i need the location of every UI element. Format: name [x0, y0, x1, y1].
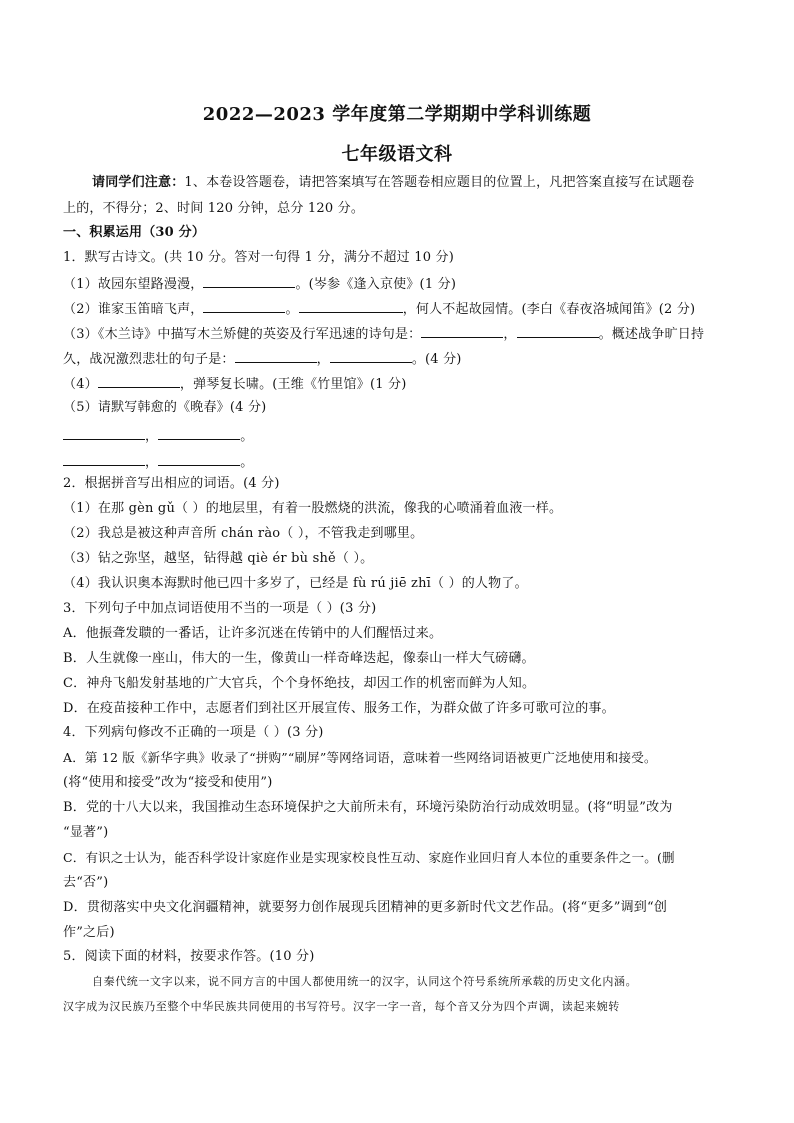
- q1-item-5: （5）请默写韩愈的《晚春》(4 分): [63, 400, 267, 415]
- answer-blank: [158, 426, 240, 440]
- q4-stem: 4．下列病句修改不正确的一项是（ ）(3 分): [63, 725, 324, 740]
- q4-option-a: A．第 12 版《新华字典》收录了“拼购”“刷屏”等网络词语，意味着一些网络词语被更广泛地使用和接受。: [63, 750, 657, 765]
- q1-item-3: [63, 324, 736, 344]
- notice-text-1: 1、本卷设答题卷，请把答案填写在答题卷相应题目的位置上，凡把答案直接写在试题卷: [184, 175, 695, 190]
- answer-blank: [330, 349, 412, 363]
- q4-option-c: C．有识之士认为，能否科学设计家庭作业是实现家校良性互动、家庭作业回归育人本位的重要条件之一。(删: [63, 850, 675, 865]
- q5-stem: 5．阅读下面的材料，按要求作答。(10 分): [63, 949, 315, 964]
- q2-stem: 2．根据拼音写出相应的词语。(4 分): [63, 476, 280, 491]
- q4-option-a-cont: (将“使用和接受”改为“接受和使用”): [63, 775, 273, 790]
- q4-option-d: D．贯彻落实中央文化润疆精神，就要努力创作展现兵团精神的更多新时代文艺作品。(将“更多”调到“创: [63, 900, 668, 915]
- q1-item-4: [63, 374, 736, 394]
- q1-item-3-text-d: 久，战况激烈悲壮的句子是：: [63, 352, 235, 367]
- q5-passage-line-1: 自秦代统一文字以来，说不同方言的中国人都使用统一的汉字，认同这个符号系统所承载的历史文化内涵。: [92, 975, 638, 988]
- answer-blank: [63, 452, 145, 466]
- q1-item-3-cont: [63, 349, 736, 369]
- q1-item-1: [63, 274, 736, 294]
- answer-blank: [517, 324, 599, 338]
- page-subtitle: 七年级语文科: [341, 144, 453, 165]
- answer-blank: [158, 452, 240, 466]
- q1-item-2-text-c: ，何人不起故园情。(李白《春夜洛城闻笛》(2 分): [402, 302, 696, 317]
- page-title: 2022—2023 学年度第二学期期中学科训练题: [202, 104, 592, 125]
- q4-option-c-cont: 去“否”): [63, 875, 109, 890]
- q1-item-3-text-f: 。(4 分): [411, 352, 462, 367]
- q2-item-4: （4）我认识奥本海默时他已四十多岁了，已经是 fù rú jiē zhī（ ）的人物了。: [63, 576, 528, 591]
- q5-passage-line-2: 汉字成为汉民族乃至整个中华民族共同使用的书写符号。汉字一字一音，每个音又分为四个声调，读起来婉转: [63, 1000, 620, 1013]
- q1-item-3-text-c: 。概述战争旷日持: [598, 327, 705, 342]
- punct-comma: ，: [145, 429, 159, 444]
- q4-option-b-cont: “显著”): [63, 825, 109, 840]
- q2-item-2: （2）我总是被这种声音所 chán rào（ ），不管我走到哪里。: [63, 526, 424, 541]
- q1-item-5-blanks-1: [63, 426, 736, 446]
- answer-blank: [299, 299, 403, 313]
- punct-period: 。: [240, 455, 254, 470]
- q1-item-3-text-b: ，: [503, 327, 517, 342]
- answer-blank: [203, 299, 285, 313]
- q4-option-d-cont: 作”之后): [63, 925, 115, 940]
- notice-lead: 请同学们注意：: [92, 175, 185, 190]
- q1-item-4-text-a: （4）: [63, 377, 98, 392]
- punct-period: 。: [240, 429, 254, 444]
- section-heading: 一、积累运用（30 分）: [63, 225, 206, 240]
- q1-item-5-blanks-2: [63, 452, 736, 472]
- q1-item-2-text-b: 。: [285, 302, 299, 317]
- q1-item-1-text-a: （1）故园东望路漫漫，: [63, 277, 204, 292]
- q2-item-1: （1）在那 gèn gǔ（ ）的地层里，有着一股燃烧的洪流，像我的心喷涌着血液一样。: [63, 501, 563, 516]
- q4-option-b: B．党的十八大以来，我国推动生态环境保护之大前所未有，环境污染防治行动成效明显。(将“明显”改为: [63, 800, 673, 815]
- q3-option-c: C．神舟飞船发射基地的广大官兵，个个身怀绝技，却因工作的机密而鲜为人知。: [63, 676, 536, 691]
- q3-option-a: A．他振聋发聩的一番话，让许多沉迷在传销中的人们醒悟过来。: [63, 626, 443, 641]
- answer-blank: [63, 426, 145, 440]
- q3-option-d: D．在疫苗接种工作中，志愿者们到社区开展宣传、服务工作，为群众做了许多可歌可泣的事。: [63, 701, 615, 716]
- q1-item-1-text-b: 。(岑参《逢入京使》(1 分): [295, 277, 457, 292]
- q2-item-3: （3）钻之弥坚，越坚，钻得越 qiè ér bù shě（ ）。: [63, 551, 374, 566]
- answer-blank: [421, 324, 503, 338]
- q1-item-2-text-a: （2）谁家玉笛暗飞声，: [63, 302, 204, 317]
- q1-stem: 1．默写古诗文。(共 10 分。答对一句得 1 分，满分不超过 10 分): [63, 250, 454, 265]
- q3-option-b: B．人生就像一座山，伟大的一生，像黄山一样奇峰迭起，像泰山一样大气磅礴。: [63, 651, 535, 666]
- answer-blank: [98, 374, 180, 388]
- q1-item-3-text-e: ，: [316, 352, 330, 367]
- answer-blank: [203, 274, 295, 288]
- q3-stem: 3．下列句子中加点词语使用不当的一项是（ ）(3 分): [63, 601, 377, 616]
- q1-item-2: [63, 299, 736, 319]
- notice-line-1: [92, 174, 736, 192]
- q1-item-4-text-b: ，弹琴复长啸。(王维《竹里馆》(1 分): [179, 377, 407, 392]
- punct-comma: ，: [145, 455, 159, 470]
- q1-item-3-text-a: （3）《木兰诗》中描写木兰矫健的英姿及行军迅速的诗句是：: [63, 327, 422, 342]
- answer-blank: [235, 349, 317, 363]
- notice-line-2: 上的，不得分；2、时间 120 分钟，总分 120 分。: [63, 201, 365, 216]
